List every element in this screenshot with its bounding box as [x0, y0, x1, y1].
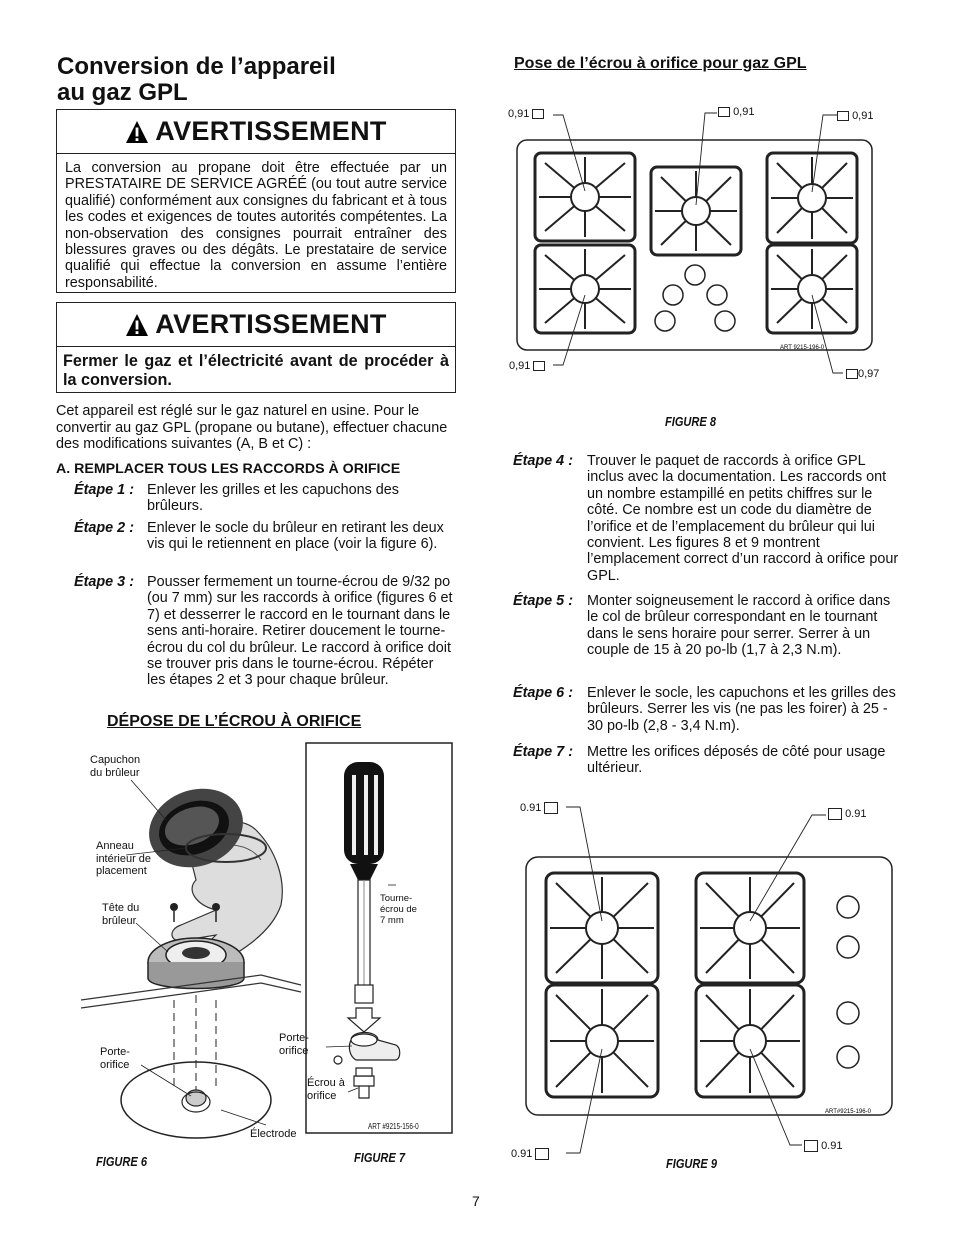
- step-text: Enlever le socle du brûleur en retirant les deux vis qui le retiennent en place (voir la figure 6).: [147, 520, 444, 553]
- label-line: Tourne-: [380, 893, 413, 904]
- fig9-label-bl: [511, 1148, 549, 1160]
- step-1: [74, 482, 454, 515]
- step-label: Étape 1 :: [74, 482, 134, 498]
- orifice-icon: [533, 361, 545, 371]
- label-line: 7 mm: [380, 915, 404, 926]
- step-text: Mettre les orifices déposés de côté pour usage ultérieur.: [587, 744, 886, 777]
- warning-header: [57, 303, 455, 347]
- warning-box-1: [56, 109, 456, 293]
- figure-9-label: FIGURE 9: [666, 1156, 717, 1171]
- step-5: [513, 593, 899, 659]
- orifice-icon: [846, 369, 858, 379]
- fig8-label-tr: [837, 110, 873, 122]
- label-tete: [102, 902, 139, 927]
- label-line: écrou de: [380, 904, 417, 915]
- figure-6-7-illustration: [56, 740, 456, 1140]
- fig8-label-tm: [718, 106, 754, 118]
- label-line: orifice: [100, 1058, 130, 1071]
- page-number: 7: [472, 1193, 480, 1209]
- step-4: [513, 453, 899, 584]
- label-porte-orifice-6: [100, 1046, 130, 1071]
- orifice-icon: [718, 107, 730, 117]
- fig9-label-tl: [520, 802, 558, 814]
- step-label: Étape 5 :: [513, 593, 573, 609]
- label-line: Anneau: [96, 840, 134, 852]
- art-number-7: ART #9215-156-0: [368, 1122, 419, 1131]
- label-line: Tête du: [102, 902, 140, 914]
- orifice-icon: [837, 111, 849, 121]
- label-line: orifice: [307, 1089, 337, 1102]
- svg-text:ART 9215-196-0: ART 9215-196-0: [780, 345, 825, 351]
- warning-heading: AVERTISSEMENT: [155, 309, 387, 339]
- figure-8-cooktop: [505, 95, 900, 395]
- figure-8-label: FIGURE 8: [665, 414, 716, 429]
- orifice-icon: [532, 109, 544, 119]
- label-line: du brûleur: [90, 766, 140, 779]
- depose-heading: DÉPOSE DE L’ÉCROU À ORIFICE: [107, 713, 362, 730]
- pose-heading: Pose de l’écrou à orifice pour gaz GPL: [514, 55, 807, 72]
- step-text: Enlever le socle, les capuchons et les grilles des brûleurs. Serrer les vis (ne pas les foirer) à 25 - 30 po-lb (2,8 - 3,4 N.m).: [587, 685, 896, 734]
- fig8-label-tl: [508, 108, 544, 120]
- figure-7-label: FIGURE 7: [354, 1150, 405, 1165]
- warning-triangle-icon: [125, 120, 149, 144]
- label-line: Capuchon: [90, 754, 141, 766]
- fig8-label-br: [846, 368, 879, 380]
- step-text: Monter soigneusement le raccord à orifice dans le col de brûleur correspondant en le tournant dans le sens horaire pour serrer. Serrer à un couple de 15 à 20 po-lb (1,7 à 2,3 N.m).: [587, 593, 891, 659]
- label-line: intérieur de: [96, 852, 152, 865]
- step-label: Étape 7 :: [513, 744, 573, 760]
- figure-9-cooktop: [510, 795, 900, 1175]
- step-text: Pousser fermement un tourne-écrou de 9/32 po (ou 7 mm) sur les raccords à orifice (figures 6 et 7) et desserrer le raccord en le tournant dans le sens anti-horaire. Retirer doucement le tourne-écrou du col du brûleur. Le raccord à orifice doit se trouver pris dans le tourne-écrou. Répéter les étapes 2 et 3 pour chaque brûleur.: [147, 574, 453, 689]
- label-line: orifice: [279, 1044, 309, 1057]
- intro-paragraph: Cet appareil est réglé sur le gaz naturel en usine. Pour le convertir au gaz GPL (propane ou butane), effectuer chacune des modifications suivantes (A, B et C) :: [56, 403, 448, 453]
- orifice-size: 0,91: [733, 106, 755, 118]
- step-label: Étape 3 :: [74, 574, 134, 590]
- warning-box-2: [56, 302, 456, 393]
- orifice-size: 0.91: [511, 1148, 533, 1160]
- label-electrode: Électrode: [250, 1128, 297, 1140]
- step-7: [513, 744, 899, 777]
- label-ecrou-orifice: [307, 1077, 345, 1102]
- label-line: placement: [96, 865, 147, 877]
- orifice-icon: [804, 1140, 818, 1152]
- warning-heading: AVERTISSEMENT: [155, 116, 387, 146]
- orifice-icon: [535, 1148, 549, 1160]
- label-tourne-ecrou: [380, 893, 417, 926]
- title-line-2: au gaz GPL: [57, 79, 188, 106]
- label-line: Porte-: [279, 1032, 309, 1044]
- step-2: [74, 520, 454, 553]
- orifice-size: 0,91: [852, 110, 874, 122]
- orifice-size: 0.91: [821, 1140, 843, 1152]
- orifice-size: 0.91: [845, 808, 867, 820]
- label-anneau: [96, 840, 151, 878]
- warning-text: La conversion au propane doit être effectuée par un PRESTATAIRE DE SERVICE AGRÉÉ (ou tout autre service qualifié) conformément aux consignes du fabricant et à tous les codes et exigences de toutes autorités compétentes. La non-observation des consignes pourrait entraîner des blessures graves ou des dégâts. Le prestataire de service qualifié qui effectue la conversion en assume l’entière responsabilité.: [65, 160, 447, 291]
- orifice-icon: [544, 802, 558, 814]
- label-line: Écrou à: [307, 1077, 345, 1089]
- step-text: Trouver le paquet de raccords à orifice GPL inclus avec la documentation. Les raccords ont un nombre estampillé en petits chiffres sur le côté. Ce nombre est un code du diamètre de l’orifice et de l’emplacement du brûleur qui lui convient. Les figures 8 et 9 montrent l’emplacement correct d’un raccord à orifice pour GPL.: [587, 453, 899, 584]
- warning-bold-text: Fermer le gaz et l’électricité avant de procéder à la conversion.: [63, 352, 449, 389]
- fig8-label-bl: [509, 360, 545, 372]
- svg-text:ART#9215-196-0: ART#9215-196-0: [825, 1109, 871, 1115]
- label-line: Porte-: [100, 1046, 130, 1058]
- orifice-size: 0,91: [508, 108, 530, 120]
- step-label: Étape 2 :: [74, 520, 134, 536]
- label-capuchon: [90, 754, 140, 779]
- orifice-size: 0,97: [858, 368, 880, 380]
- fig9-label-br: [804, 1140, 842, 1152]
- label-line: brûleur: [102, 914, 137, 927]
- section-a-heading: A. REMPLACER TOUS LES RACCORDS À ORIFICE: [56, 461, 401, 477]
- fig9-label-tr: [828, 808, 866, 820]
- label-porte-orifice-7: [279, 1032, 309, 1057]
- figure-6-label: FIGURE 6: [96, 1154, 147, 1169]
- step-3: [74, 574, 454, 689]
- step-label: Étape 6 :: [513, 685, 573, 701]
- page-title: [57, 54, 336, 106]
- title-line-1: Conversion de l’appareil: [57, 53, 336, 80]
- step-text: Enlever les grilles et les capuchons des brûleurs.: [147, 482, 399, 515]
- step-label: Étape 4 :: [513, 453, 573, 469]
- orifice-size: 0,91: [509, 360, 531, 372]
- orifice-icon: [828, 808, 842, 820]
- orifice-size: 0.91: [520, 802, 542, 814]
- warning-triangle-icon: [125, 313, 149, 337]
- step-6: [513, 685, 899, 734]
- warning-header: [57, 110, 455, 154]
